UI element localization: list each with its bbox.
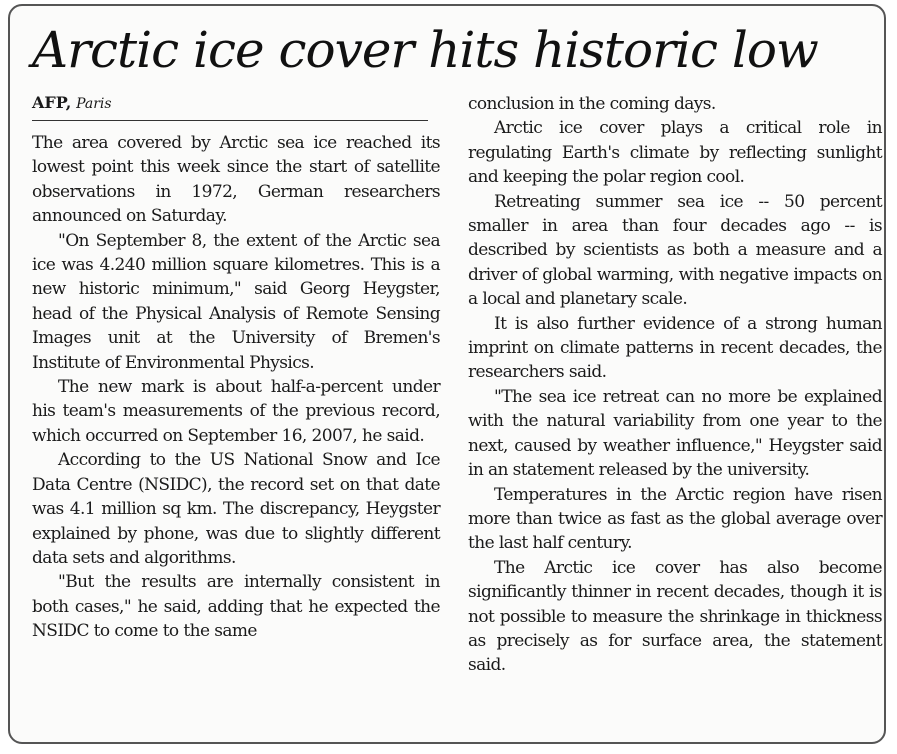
paragraph: "On September 8, the extent of the Arctic sea ice was 4.240 million square kilometres. This is a new historic minimum," said Georg Heygster, head of the Physical Analysis of Remote Sensing Images unit at the University of Bremen's Institute of Environmental Physics. <box>32 230 440 373</box>
paragraph: The area covered by Arctic sea ice reached its lowest point this week since the start of satellite observations in 1972, German researchers announced on Saturday. <box>32 133 440 227</box>
paragraph: "The sea ice retreat can no more be explained with the natural variability from one year to the next, caused by weather influence," Heygster said in an statement released by the university. <box>468 386 882 481</box>
paragraph: Arctic ice cover plays a critical role in regulating Earth's climate by reflecting sunlight and keeping the polar region cool. <box>468 118 882 188</box>
dateline-city: Paris <box>76 96 112 112</box>
paragraph: Retreating summer sea ice -- 50 percent smaller in area than four decades ago -- is described by scientists as both a measure and a driver of global warming, with negative impacts on a local and planetary scale. <box>468 191 882 310</box>
left-column <box>32 92 440 644</box>
paragraph: It is also further evidence of a strong human imprint on climate patterns in recent decades, the researchers said. <box>468 313 882 383</box>
paragraph: "But the results are internally consistent in both cases," he said, adding that he expected the NSIDC to come to the same <box>32 572 440 642</box>
headline: Arctic ice cover hits historic low <box>32 21 818 79</box>
paragraph: Temperatures in the Arctic region have risen more than twice as fast as the global average over the last half century. <box>468 484 882 554</box>
dateline <box>32 92 428 121</box>
paragraph: The new mark is about half-a-percent under his team's measurements of the previous record, which occurred on September 16, 2007, he said. <box>32 377 440 446</box>
paragraph: The Arctic ice cover has also become significantly thinner in recent decades, though it is not possible to measure the shrinkage in thickness as precisely as for surface area, the statement said. <box>468 557 882 676</box>
paragraph: conclusion in the coming days. <box>468 94 716 114</box>
paragraph: According to the US National Snow and Ice Data Centre (NSIDC), the record set on that date was 4.1 million sq km. The discrepancy, Heygster explained by phone, was due to slightly different data sets and algorithms. <box>32 450 440 568</box>
dateline-agency: AFP, <box>32 93 72 112</box>
right-column <box>468 92 882 678</box>
